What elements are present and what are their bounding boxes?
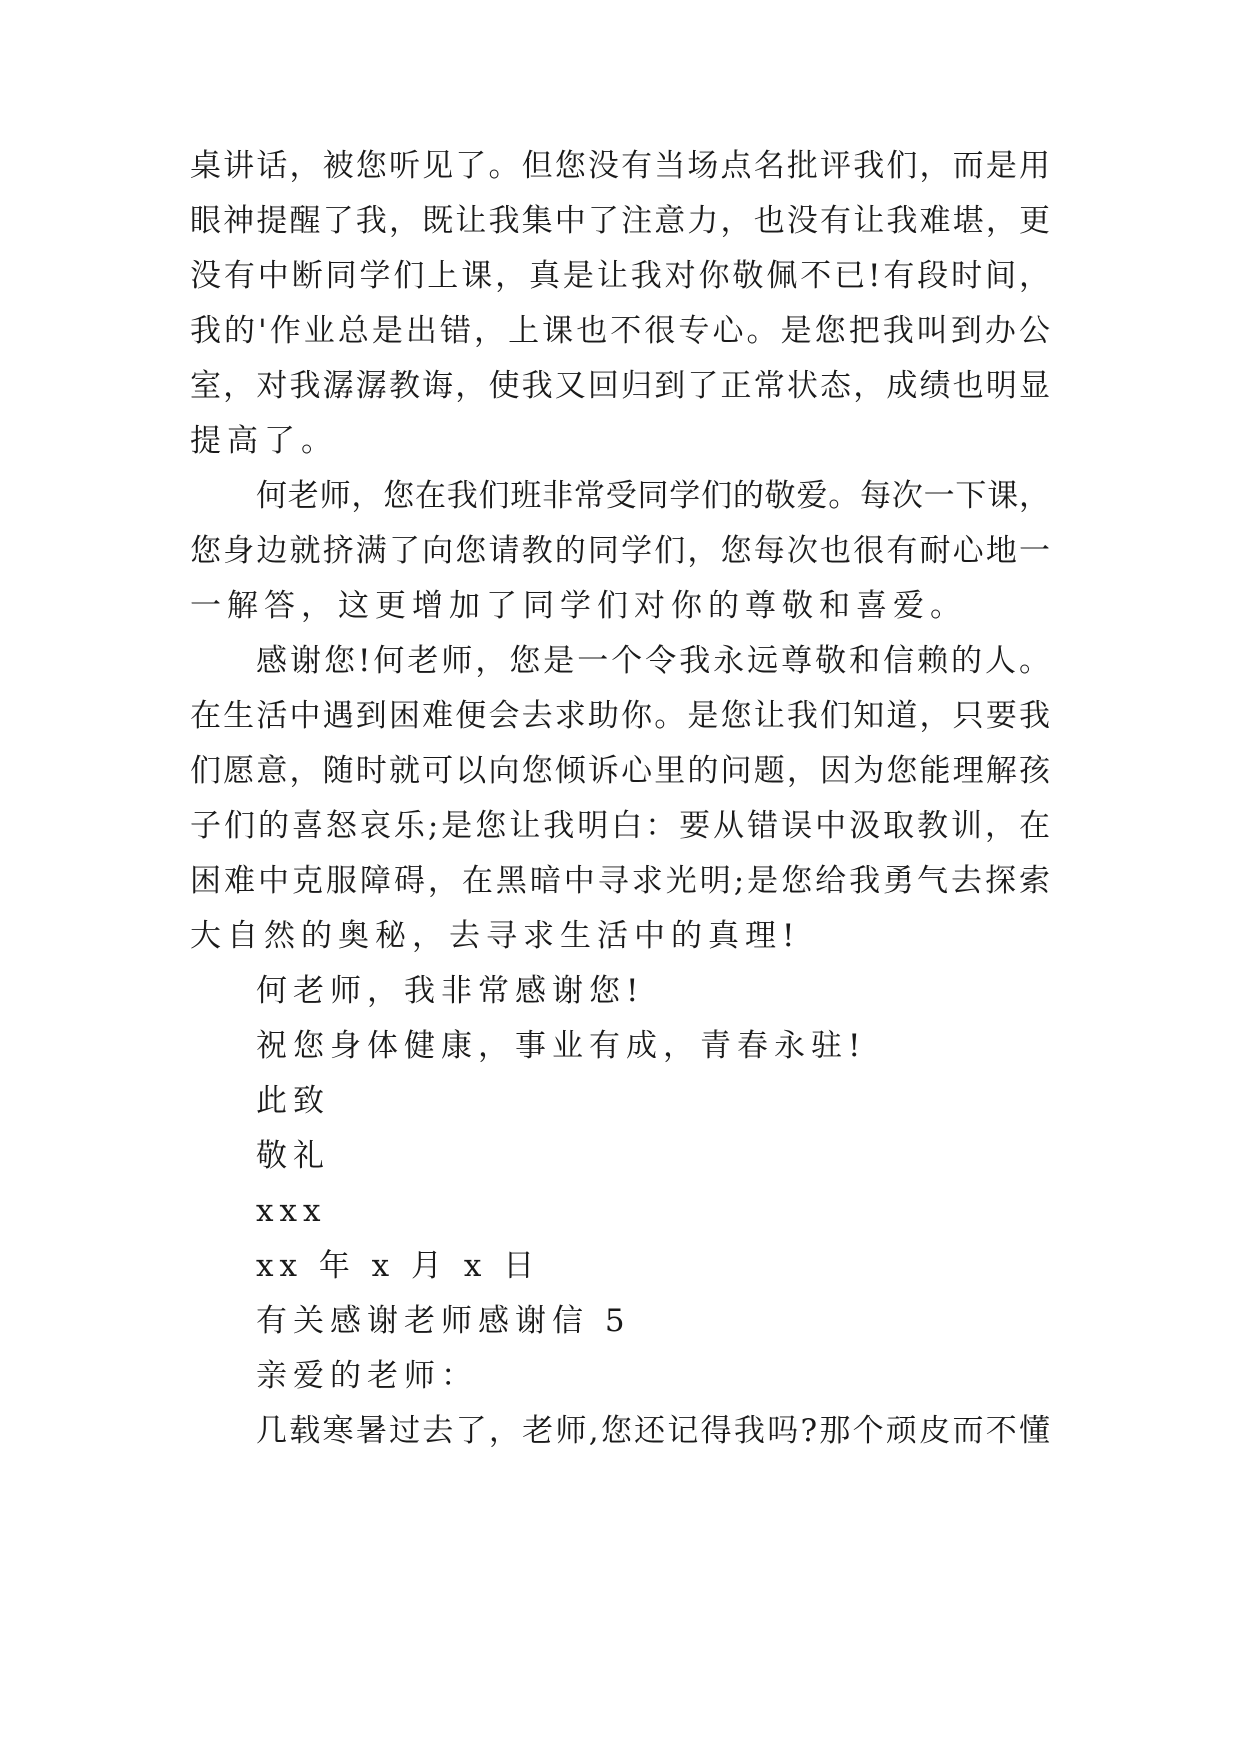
paragraph-line: 桌讲话，被您听见了。但您没有当场点名批评我们，而是用 [190, 148, 1050, 184]
paragraph-line: 们愿意，随时就可以向您倾诉心里的问题，因为您能理解孩 [190, 753, 1050, 789]
paragraph-line: 我的'作业总是出错，上课也不很专心。是您把我叫到办公 [190, 313, 1050, 349]
paragraph-line: 一解答，这更增加了同学们对你的尊敬和喜爱。 [190, 588, 967, 624]
date-line: xx 年 x 月 x 日 [256, 1248, 541, 1284]
paragraph-line: 提高了。 [190, 423, 338, 459]
section-title: 有关感谢老师感谢信 5 [256, 1303, 631, 1339]
signature-line: xxx [256, 1193, 327, 1229]
paragraph-line: 大自然的奥秘，去寻求生活中的真理! [190, 918, 801, 954]
closing-line: 敬礼 [256, 1138, 330, 1174]
paragraph-line: 困难中克服障碍，在黑暗中寻求光明;是您给我勇气去探索 [190, 863, 1050, 899]
paragraph-line: 眼神提醒了我，既让我集中了注意力，也没有让我难堪，更 [190, 203, 1050, 239]
paragraph-line: 您身边就挤满了向您请教的同学们，您每次也很有耐心地一 [190, 533, 1050, 569]
salutation-line: 亲爱的老师： [256, 1358, 478, 1394]
paragraph-line: 子们的喜怒哀乐;是您让我明白：要从错误中汲取教训，在 [190, 808, 1050, 844]
paragraph-line: 感谢您!何老师，您是一个令我永远尊敬和信赖的人。 [256, 643, 1050, 679]
paragraph-line: 室，对我潺潺教诲，使我又回归到了正常状态，成绩也明显 [190, 368, 1050, 404]
closing-line: 此致 [256, 1083, 330, 1119]
paragraph-line: 何老师，您在我们班非常受同学们的敬爱。每次一下课， [256, 478, 1050, 514]
paragraph-line: 在生活中遇到困难便会去求助你。是您让我们知道，只要我 [190, 698, 1050, 734]
paragraph-line: 几载寒暑过去了，老师,您还记得我吗?那个顽皮而不懂 [256, 1413, 1050, 1449]
paragraph-line: 祝您身体健康，事业有成，青春永驻! [256, 1028, 867, 1064]
paragraph-line: 没有中断同学们上课，真是让我对你敬佩不已!有段时间， [190, 258, 1050, 294]
paragraph-line: 何老师，我非常感谢您! [256, 973, 645, 1009]
